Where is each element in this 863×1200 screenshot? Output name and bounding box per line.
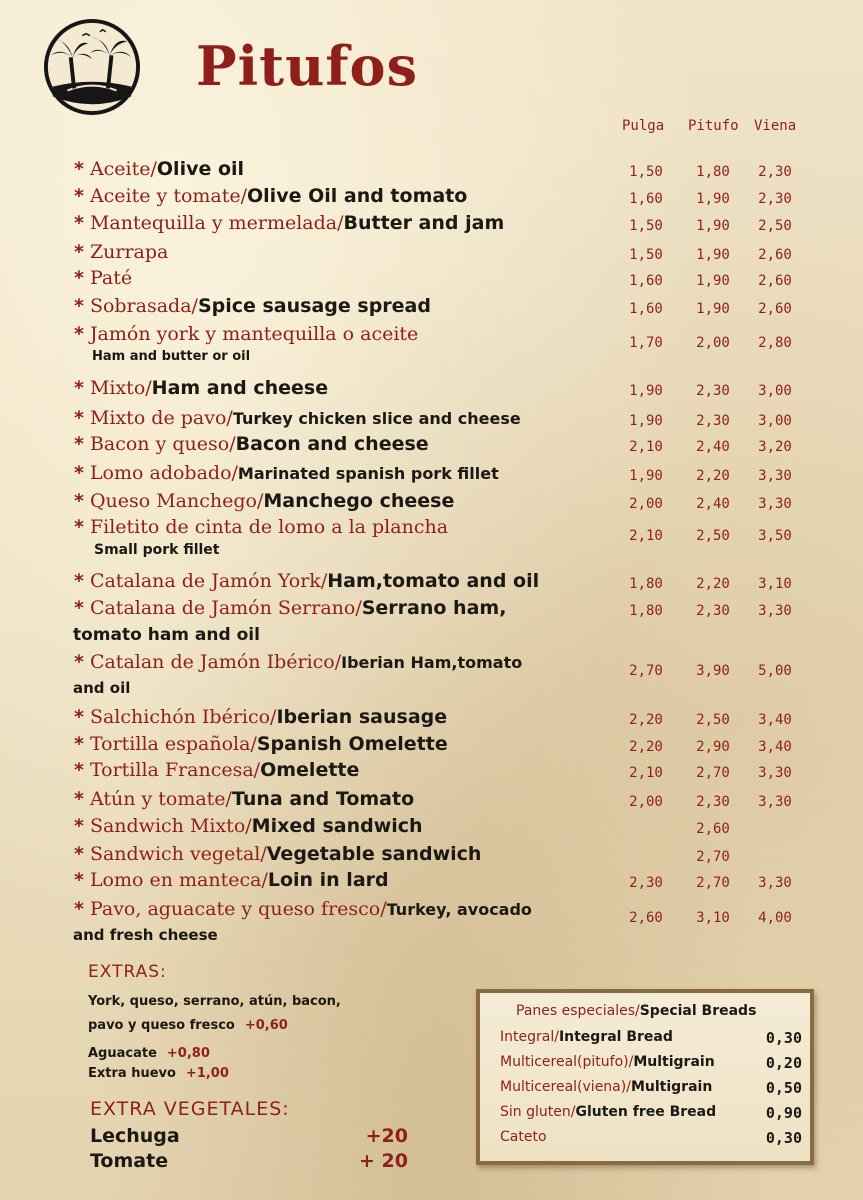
menu-item-name — [74, 241, 168, 263]
column-header-pulga: Pulga — [622, 118, 665, 134]
bullet-star-icon: * — [74, 407, 84, 429]
menu-item-translation: Ham and butter or oil — [92, 349, 251, 364]
menu-item-name-en: Tuna and Tomato — [231, 788, 415, 810]
price-viena: 3,30 — [758, 875, 792, 891]
price-viena: 2,30 — [758, 164, 792, 180]
price-pitufo: 2,20 — [696, 576, 730, 592]
special-breads-title-es: Panes especiales/ — [516, 1003, 640, 1019]
menu-item-name-es: Lomo adobado/ — [89, 462, 238, 484]
menu-item-name-es: Sobrasada/ — [89, 295, 198, 317]
special-breads-title-en: Special Breads — [639, 1003, 757, 1019]
price-pitufo: 2,30 — [696, 603, 730, 619]
menu-item-name-en: Olive oil — [156, 158, 245, 180]
menu-item-name — [74, 407, 521, 429]
price-pulga: 2,10 — [629, 765, 663, 781]
bullet-star-icon: * — [74, 490, 84, 512]
price-pulga: 1,50 — [629, 247, 663, 263]
menu-item-name-es: Lomo en manteca/ — [89, 869, 268, 891]
price-pulga: 1,60 — [629, 301, 663, 317]
menu-item-name — [74, 759, 359, 781]
extra-vegetal-price: +20 — [365, 1125, 408, 1147]
menu-item-translation: tomato ham and oil — [73, 625, 260, 645]
menu-item-name-es: Catalana de Jamón Serrano/ — [89, 597, 362, 619]
bullet-star-icon: * — [74, 706, 84, 728]
price-viena: 3,50 — [758, 528, 792, 544]
price-viena: 2,30 — [758, 191, 792, 207]
price-viena: 2,50 — [758, 218, 792, 234]
menu-item-name-es: Catalana de Jamón York/ — [89, 570, 328, 592]
extras-avocado — [88, 1046, 210, 1061]
extras-price: +1,00 — [185, 1066, 229, 1081]
extras-item: Aguacate — [88, 1046, 157, 1061]
price-pitufo: 2,30 — [696, 794, 730, 810]
bread-name-en: Multigrain — [633, 1054, 715, 1070]
price-viena: 3,30 — [758, 496, 792, 512]
menu-item-name — [74, 212, 504, 234]
price-pulga: 1,60 — [629, 191, 663, 207]
menu-item-name — [74, 516, 448, 538]
bread-price: 0,90 — [765, 1104, 802, 1122]
menu-item-name — [74, 843, 481, 865]
menu-item-name — [74, 706, 447, 728]
price-pitufo: 2,20 — [696, 468, 730, 484]
bullet-star-icon: * — [74, 843, 84, 865]
price-pulga: 2,30 — [629, 875, 663, 891]
menu-item-name — [74, 323, 418, 345]
menu-item-name — [74, 295, 431, 317]
price-pulga: 1,70 — [629, 335, 663, 351]
menu-item-name — [74, 597, 506, 619]
price-pitufo: 1,80 — [696, 164, 730, 180]
extras-item: Extra huevo — [88, 1066, 176, 1081]
menu-item-name — [74, 185, 467, 207]
menu-item-name-es: Aceite y tomate/ — [89, 185, 248, 207]
price-viena: 3,30 — [758, 794, 792, 810]
menu-item-name-es: Mantequilla y mermelada/ — [89, 212, 344, 234]
menu-item-name-en: Turkey chicken slice and cheese — [232, 409, 521, 428]
bread-price: 0,30 — [765, 1029, 802, 1047]
price-pitufo: 2,30 — [696, 413, 730, 429]
price-pulga: 2,00 — [629, 794, 663, 810]
price-viena: 3,00 — [758, 413, 792, 429]
menu-item-name-es: Salchichón Ibérico/ — [89, 706, 277, 728]
extras-price: +0,60 — [244, 1018, 288, 1033]
bullet-star-icon: * — [74, 759, 84, 781]
menu-item-name-es: Queso Manchego/ — [89, 490, 264, 512]
menu-item-name — [74, 462, 499, 484]
bullet-star-icon: * — [74, 158, 84, 180]
menu-item-name-en: Manchego cheese — [263, 490, 455, 512]
menu-item-name — [74, 267, 132, 289]
menu-item-name-es: Mixto/ — [89, 377, 152, 399]
bullet-star-icon: * — [74, 295, 84, 317]
price-pitufo: 2,00 — [696, 335, 730, 351]
bullet-star-icon: * — [74, 815, 84, 837]
bullet-star-icon: * — [74, 597, 84, 619]
price-pitufo: 2,40 — [696, 439, 730, 455]
bread-row — [500, 1054, 802, 1070]
menu-item-name-es: Mixto de pavo/ — [89, 407, 233, 429]
bread-price: 0,30 — [765, 1129, 802, 1147]
menu-item-name-en: Iberian Ham,tomato — [341, 653, 523, 672]
menu-item-name-en: Loin in lard — [267, 869, 389, 891]
price-pitufo: 2,70 — [696, 765, 730, 781]
price-pitufo: 2,30 — [696, 383, 730, 399]
extra-vegetal-row — [90, 1150, 408, 1172]
price-pitufo: 3,10 — [696, 910, 730, 926]
price-viena: 4,00 — [758, 910, 792, 926]
price-pitufo: 1,90 — [696, 191, 730, 207]
menu-item-name — [74, 490, 454, 512]
price-viena: 2,60 — [758, 273, 792, 289]
price-viena: 3,30 — [758, 468, 792, 484]
price-pitufo: 1,90 — [696, 247, 730, 263]
price-pitufo: 3,90 — [696, 663, 730, 679]
bread-row — [500, 1029, 802, 1045]
price-pitufo: 2,90 — [696, 739, 730, 755]
bullet-star-icon: * — [74, 733, 84, 755]
menu-item-name-es: Catalan de Jamón Ibérico/ — [89, 651, 342, 673]
bullet-star-icon: * — [74, 516, 84, 538]
price-viena: 2,60 — [758, 247, 792, 263]
price-pitufo: 2,60 — [696, 821, 730, 837]
bullet-star-icon: * — [74, 323, 84, 345]
menu-item-name-en: Vegetable sandwich — [266, 843, 482, 865]
menu-item-name — [74, 898, 532, 920]
extras-egg — [88, 1066, 229, 1081]
price-pulga: 1,90 — [629, 468, 663, 484]
menu-item-name — [74, 733, 448, 755]
price-pulga: 1,90 — [629, 383, 663, 399]
menu-item-name-en: Spanish Omelette — [256, 733, 448, 755]
menu-item-name — [74, 651, 522, 673]
price-pulga: 1,80 — [629, 603, 663, 619]
menu-item-name-es: Sandwich vegetal/ — [89, 843, 267, 865]
menu-item-name-en: Ham and cheese — [151, 377, 329, 399]
price-pulga: 2,00 — [629, 496, 663, 512]
price-pitufo: 1,90 — [696, 273, 730, 289]
price-pitufo: 2,50 — [696, 528, 730, 544]
bullet-star-icon: * — [74, 433, 84, 455]
price-viena: 2,80 — [758, 335, 792, 351]
price-pulga: 2,20 — [629, 712, 663, 728]
menu-item-name-en: Turkey, avocado — [386, 900, 532, 919]
menu-item-name — [74, 815, 423, 837]
menu-item-name-es: Pavo, aguacate y queso fresco/ — [89, 898, 387, 920]
price-pitufo: 2,70 — [696, 849, 730, 865]
extra-vegetal-name: Lechuga — [90, 1125, 180, 1147]
extras-list-line: York, queso, serrano, atún, bacon, — [88, 994, 341, 1009]
price-viena: 5,00 — [758, 663, 792, 679]
bullet-star-icon: * — [74, 462, 84, 484]
menu-item-name-en: Olive Oil and tomato — [247, 185, 468, 207]
menu-item-name-es: Tortilla Francesa/ — [89, 759, 261, 781]
extra-vegetal-price: + 20 — [359, 1150, 408, 1172]
price-viena: 2,60 — [758, 301, 792, 317]
bullet-star-icon: * — [74, 570, 84, 592]
price-pulga: 2,10 — [629, 439, 663, 455]
menu-item-name-en: Serrano ham, — [361, 597, 507, 619]
price-pitufo: 2,50 — [696, 712, 730, 728]
price-pitufo: 2,40 — [696, 496, 730, 512]
menu-item-name-en: Marinated spanish pork fillet — [237, 464, 499, 483]
bread-name: Sin gluten/ — [500, 1104, 576, 1120]
bullet-star-icon: * — [74, 185, 84, 207]
menu-item-translation: and oil — [73, 679, 131, 697]
menu-item-name-en: Omelette — [260, 759, 360, 781]
price-pulga: 1,90 — [629, 413, 663, 429]
menu-item-name — [74, 433, 429, 455]
bread-name: Cateto — [500, 1129, 547, 1145]
bread-price: 0,50 — [765, 1079, 802, 1097]
menu-item-name-es: Filetito de cinta de lomo a la plancha — [89, 516, 449, 538]
price-pulga: 1,50 — [629, 218, 663, 234]
bullet-star-icon: * — [74, 651, 84, 673]
bullet-star-icon: * — [74, 788, 84, 810]
menu-item-translation: Small pork fillet — [94, 542, 220, 558]
price-pulga: 1,60 — [629, 273, 663, 289]
menu-item-name — [74, 788, 414, 810]
bullet-star-icon: * — [74, 241, 84, 263]
price-pulga: 2,60 — [629, 910, 663, 926]
special-breads-panel — [476, 989, 814, 1165]
menu-item-name — [74, 570, 539, 592]
price-viena: 3,20 — [758, 439, 792, 455]
bread-name: Multicereal(pitufo)/ — [500, 1054, 634, 1070]
bread-price: 0,20 — [765, 1054, 802, 1072]
menu-item-name-es: Aceite/ — [89, 158, 157, 180]
price-pulga: 1,80 — [629, 576, 663, 592]
menu-item-name-es: Bacon y queso/ — [89, 433, 236, 455]
menu-item-name-en: Ham,tomato and oil — [327, 570, 540, 592]
menu-item-name-en: Spice sausage spread — [197, 295, 431, 317]
extra-vegetal-row — [90, 1125, 408, 1147]
price-viena: 3,30 — [758, 765, 792, 781]
extras-title: EXTRAS: — [88, 962, 167, 982]
price-pulga: 2,10 — [629, 528, 663, 544]
menu-item-name-es: Sandwich Mixto/ — [89, 815, 252, 837]
bread-name-en: Integral Bread — [558, 1029, 673, 1045]
special-breads-title — [516, 1003, 756, 1019]
bread-row — [500, 1079, 802, 1095]
extras-item: pavo y queso fresco — [88, 1018, 235, 1033]
price-viena: 3,00 — [758, 383, 792, 399]
bread-name: Integral/ — [500, 1029, 559, 1045]
extra-vegetales-title: EXTRA VEGETALES: — [90, 1098, 290, 1120]
extras-price: +0,80 — [166, 1046, 210, 1061]
extras-list-line — [88, 1018, 288, 1033]
bullet-star-icon: * — [74, 212, 84, 234]
price-viena: 3,40 — [758, 739, 792, 755]
menu-item-translation: and fresh cheese — [73, 926, 218, 944]
menu-item-name — [74, 377, 328, 399]
price-viena: 3,40 — [758, 712, 792, 728]
menu-item-name-en: Iberian sausage — [276, 706, 448, 728]
price-pitufo: 2,70 — [696, 875, 730, 891]
bullet-star-icon: * — [74, 267, 84, 289]
menu-item-name-en: Mixed sandwich — [251, 815, 423, 837]
menu-item-name-es: Paté — [89, 267, 133, 289]
bread-name: Multicereal(viena)/ — [500, 1079, 631, 1095]
bread-name-en: Multigrain — [630, 1079, 713, 1095]
menu-item-name-es: Tortilla española/ — [89, 733, 257, 755]
page-title: Pitufos — [196, 34, 418, 98]
menu-item-name-en: Bacon and cheese — [235, 433, 429, 455]
bullet-star-icon: * — [74, 898, 84, 920]
price-viena: 3,10 — [758, 576, 792, 592]
column-header-pitufo: Pitufo — [688, 118, 739, 134]
price-viena: 3,30 — [758, 603, 792, 619]
menu-item-name-en: Butter and jam — [343, 212, 505, 234]
bullet-star-icon: * — [74, 377, 84, 399]
bread-row — [500, 1129, 802, 1145]
menu-item-name-es: Zurrapa — [89, 241, 169, 263]
price-pitufo: 1,90 — [696, 301, 730, 317]
price-pitufo: 1,90 — [696, 218, 730, 234]
bullet-star-icon: * — [74, 869, 84, 891]
column-header-viena: Viena — [754, 118, 797, 134]
extra-vegetal-name: Tomate — [90, 1150, 169, 1172]
menu-item-name-es: Atún y tomate/ — [89, 788, 232, 810]
bread-row — [500, 1104, 802, 1120]
menu-item-name — [74, 869, 389, 891]
bread-name-en: Gluten free Bread — [575, 1104, 717, 1120]
price-pulga: 2,70 — [629, 663, 663, 679]
menu-item-name — [74, 158, 244, 180]
price-pulga: 1,50 — [629, 164, 663, 180]
menu-item-name-es: Jamón york y mantequilla o aceite — [89, 323, 419, 345]
price-pulga: 2,20 — [629, 739, 663, 755]
